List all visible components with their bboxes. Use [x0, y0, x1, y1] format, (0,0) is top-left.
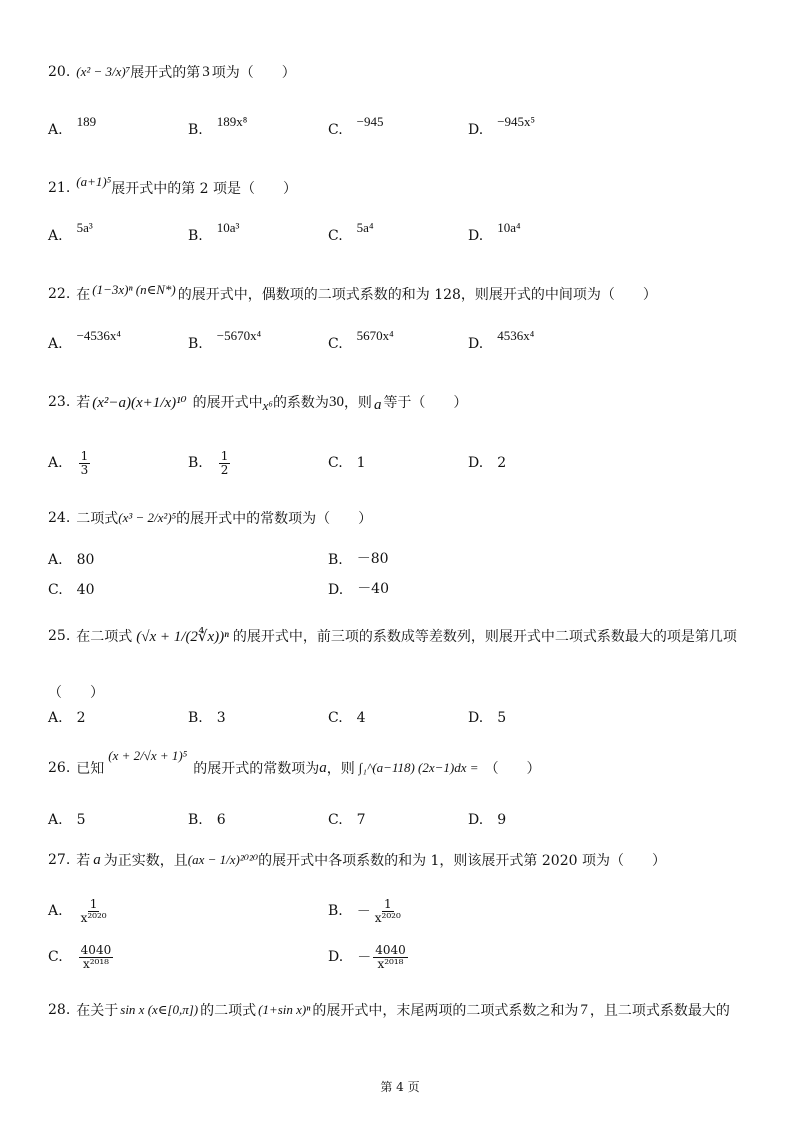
option-a[interactable]: A. −4536x⁴ [48, 328, 121, 352]
binomial-expression: (1−3x)ⁿ (n∈N*) [92, 282, 176, 297]
options-24-row-1 [48, 548, 768, 568]
question-number: 28. [48, 1002, 71, 1018]
options-24-row-2 [48, 578, 768, 598]
question-text: 在二项式 [76, 629, 133, 645]
options-26 [48, 812, 768, 828]
question-number: 21. [48, 180, 71, 196]
question-text: 展开式的第 [130, 65, 201, 81]
question-text: 的展开式中，末尾两项的二项式系数之和为 [312, 1003, 579, 1019]
power-term: x⁶ [262, 398, 273, 413]
question-text: 已知 [76, 761, 105, 777]
question-text: 的展开式中 [192, 395, 263, 411]
option-a[interactable]: A. 2 [48, 710, 86, 726]
question-number: 27. [48, 852, 71, 868]
question-number: 24. [48, 510, 71, 526]
options-27-row-1 [48, 898, 768, 924]
fraction: $\frac{4040}{\text{x²⁰¹⁸}}$ [80, 943, 112, 971]
question-text: 若 [76, 395, 91, 411]
option-c[interactable]: C. 7 [328, 812, 366, 828]
binomial-expression: (x²−a)(x+1/x)¹⁰ [92, 394, 187, 411]
question-21 [48, 174, 298, 198]
question-number: 23. [48, 394, 71, 410]
term-number: 3 [202, 63, 210, 80]
option-b[interactable]: B. 10a³ [188, 220, 240, 244]
question-text: 若 [76, 853, 91, 869]
option-a[interactable]: A. $\frac{1}{3}$ [48, 449, 89, 477]
variable: a [319, 759, 327, 776]
option-d[interactable]: D. 5 [468, 710, 507, 726]
binomial-expression: (x² − 3/x)⁷ [76, 64, 131, 79]
question-text: 项为（ ） [211, 65, 296, 81]
question-text: 在 [76, 287, 91, 303]
option-d[interactable]: D. 9 [468, 812, 507, 828]
integral-expression: ∫₁^(a−118) (2x−1)dx = [358, 760, 479, 775]
question-text: 的展开式中的常数项为（ ） [176, 511, 373, 527]
binomial-expression: (1+sin x)ⁿ [258, 1002, 311, 1017]
variable: a [373, 396, 382, 413]
function-expression: sin x (x∈[0,π]) [120, 1002, 199, 1017]
question-20 [48, 62, 296, 82]
option-b[interactable]: B. $\frac{1}{2}$ [188, 449, 229, 477]
option-a[interactable]: A. 5 [48, 812, 86, 828]
question-number: 20. [48, 64, 71, 80]
question-24 [48, 508, 372, 528]
coefficient-value: 30 [328, 393, 344, 410]
question-text: ，则 [343, 395, 372, 411]
question-28 [48, 1000, 730, 1020]
option-d[interactable]: D. 10a⁴ [468, 220, 521, 244]
question-text: 为正实数，且 [103, 853, 188, 869]
binomial-expression: (√x + 1/(2∜x))ⁿ [136, 628, 229, 645]
question-text: ，且二项式系数最大的 [589, 1003, 730, 1019]
option-d[interactable]: D. 2 [468, 455, 507, 472]
fraction: $\frac{1}{2}$ [220, 449, 229, 477]
option-d[interactable]: D. －40 [328, 581, 390, 598]
options-27-row-2 [48, 944, 768, 970]
options-22 [48, 328, 768, 352]
question-number: 25. [48, 628, 71, 644]
option-c[interactable]: C. −945 [328, 114, 384, 138]
option-c[interactable]: C. 5670x⁴ [328, 328, 394, 352]
question-26 [48, 748, 541, 778]
question-text: 的展开式中，前三项的系数成等差数列，则展开式中二项式系数最大的项是第几项 [232, 629, 737, 645]
question-23 [48, 392, 467, 412]
question-text: 等于（ ） [383, 395, 468, 411]
option-b[interactable]: B. 3 [188, 710, 226, 726]
fraction: $\frac{1}{3}$ [80, 449, 89, 477]
option-b[interactable]: B. －80 [328, 551, 389, 568]
question-27 [48, 850, 666, 870]
sum-value: 7 [580, 1001, 588, 1018]
option-c[interactable]: C. 40 [48, 582, 95, 598]
variable: a [93, 851, 101, 868]
options-20 [48, 114, 768, 138]
question-text: 的系数为 [272, 395, 329, 411]
question-text: ，则 [326, 761, 355, 777]
question-text: 二项式 [76, 511, 119, 527]
binomial-expression: (ax − 1/x)²⁰²⁰ [187, 852, 259, 867]
fraction: $\frac{1}{\text{x²⁰²⁰}}$ [374, 897, 401, 925]
fraction: $\frac{1}{\text{x²⁰²⁰}}$ [80, 897, 107, 925]
binomial-expression: (x³ − 2/x²)⁵ [118, 510, 177, 525]
option-a[interactable]: A. $\frac{1}{\text{x²⁰²⁰}}$ [48, 897, 107, 925]
option-c[interactable]: C. 4 [328, 710, 366, 726]
question-text: 的展开式中，偶数项的二项式系数的和为 128，则展开式的中间项为（ ） [177, 287, 657, 303]
page-number: 第 4 页 [380, 1080, 420, 1094]
options-23 [48, 450, 768, 476]
option-b[interactable]: B. 189x⁸ [188, 114, 248, 138]
option-d[interactable]: D. 4536x⁴ [468, 328, 535, 352]
option-c[interactable]: C. 5a⁴ [328, 220, 374, 244]
option-a[interactable]: A. 80 [48, 552, 95, 568]
option-d[interactable]: D. −945x⁵ [468, 114, 536, 138]
question-text: 的展开式的常数项为 [193, 761, 320, 777]
question-number: 22. [48, 286, 71, 302]
binomial-expression: (a+1)⁵ [76, 174, 112, 189]
question-text: 的展开式中各项系数的和为 1，则该展开式第 2020 项为（ ） [258, 853, 666, 869]
fraction: $\frac{4040}{\text{x²⁰¹⁸}}$ [375, 943, 406, 971]
option-a[interactable]: A. 5a³ [48, 220, 93, 244]
option-b[interactable]: B. － $\frac{1}{\text{x²⁰²⁰}}$ [328, 897, 401, 925]
question-25 [48, 626, 737, 646]
question-text: 在关于 [76, 1003, 119, 1019]
answer-bracket: （ ） [48, 685, 104, 701]
option-c[interactable]: C. $\frac{4040}{\text{x²⁰¹⁸}}$ [48, 943, 112, 971]
option-c[interactable]: C. 1 [328, 455, 366, 472]
options-25 [48, 710, 768, 726]
option-b[interactable]: B. −5670x⁴ [188, 328, 262, 352]
answer-bracket: （ ） [484, 761, 541, 777]
binomial-expression: (x + 2/√x + 1)⁵ [108, 748, 188, 763]
option-a[interactable]: A. 189 [48, 114, 97, 138]
options-21 [48, 220, 768, 244]
question-text: 的二项式 [200, 1003, 257, 1019]
option-b[interactable]: B. 6 [188, 812, 226, 828]
option-d[interactable]: D. － $\frac{4040}{\text{x²⁰¹⁸}}$ [328, 943, 406, 971]
question-text: 展开式中的第 2 项是（ ） [111, 181, 298, 197]
question-number: 26. [48, 760, 71, 776]
question-22 [48, 284, 657, 304]
